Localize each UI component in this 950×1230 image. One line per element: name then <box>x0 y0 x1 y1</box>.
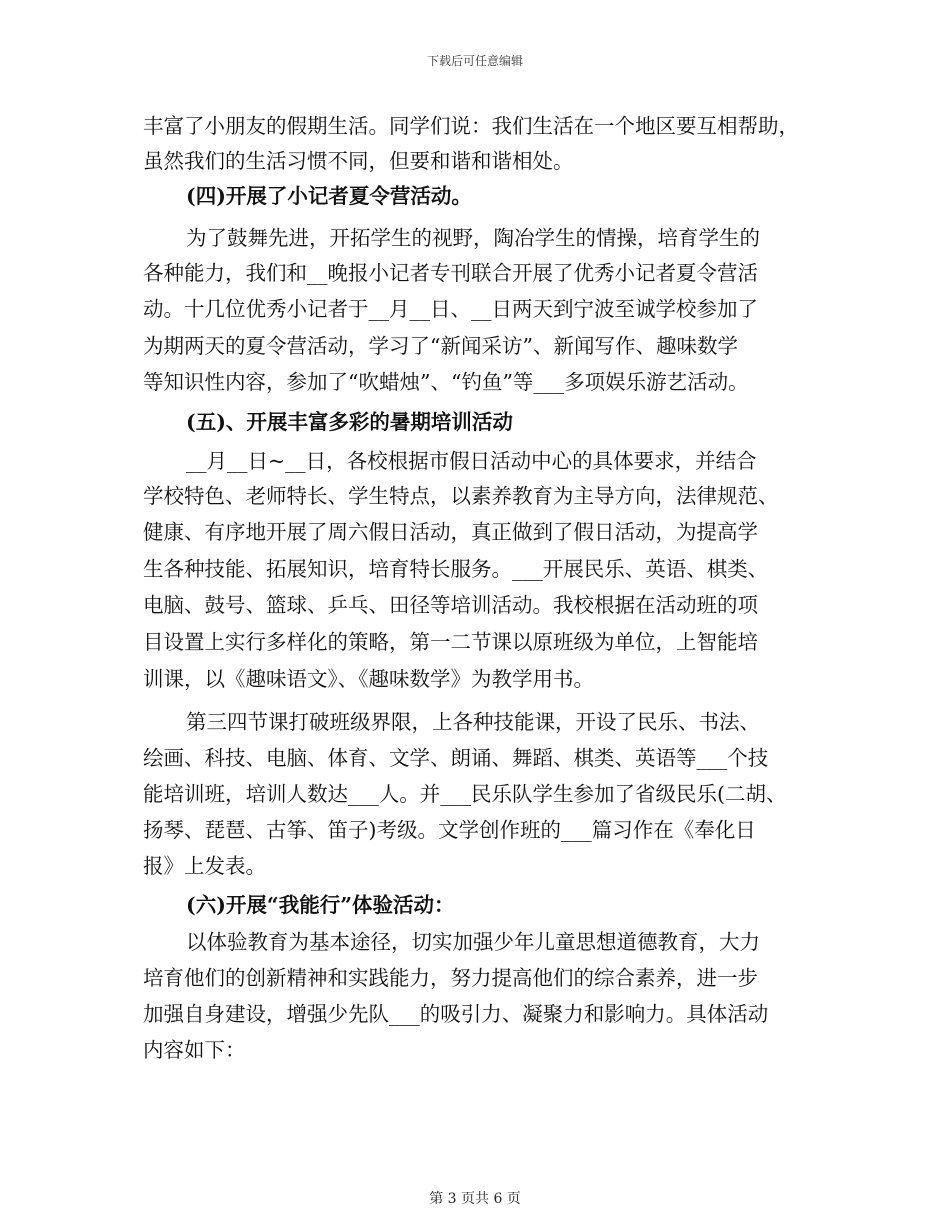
paragraph-line: 虽然我们的生活习惯不同，但要和谐和谐相处。 <box>143 149 574 173</box>
paragraph-line: 以体验教育为基本途径，切实加强少年儿童思想道德教育，大力 <box>186 930 760 954</box>
paragraph-line: 内容如下： <box>143 1038 246 1062</box>
paragraph-line: 能培训班，培训人数达___人。并___民乐队学生参加了省级民乐(二胡、 <box>143 782 787 806</box>
paragraph-line: 丰富了小朋友的假期生活。同学们说：我们生活在一个地区要互相帮助， <box>143 114 799 138</box>
paragraph-line: 各种能力，我们和__晚报小记者专刊联合开展了优秀小记者夏令营活 <box>143 261 758 285</box>
paragraph-line: 绘画、科技、电脑、体育、文学、朗诵、舞蹈、棋类、英语等___个技 <box>143 746 769 770</box>
section-heading-5: (五)、开展丰富多彩的暑期培训活动 <box>186 410 513 434</box>
paragraph-line: 目设置上实行多样化的策略，第一二节课以原班级为单位，上智能培 <box>143 630 758 654</box>
paragraph-line: 培育他们的创新精神和实践能力，努力提高他们的综合素养，进一步 <box>143 966 758 990</box>
page-header: 下载后可任意编辑 <box>426 54 523 68</box>
section-heading-4: (四)开展了小记者夏令营活动。 <box>186 184 472 208</box>
section-heading-6: (六)开展“我能行”体验活动： <box>186 893 455 917</box>
paragraph-line: 等知识性内容，参加了“吹蜡烛”、“钓鱼”等___多项娱乐游艺活动。 <box>143 370 749 394</box>
paragraph-line: 动。十几位优秀小记者于__月__日、__日两天到宁波至诚学校参加了 <box>143 297 758 321</box>
paragraph-line: 加强自身建设，增强少先队___的吸引力、凝聚力和影响力。具体活动 <box>143 1002 769 1026</box>
paragraph-line: 训课，以《趣味语文》、《趣味数学》为教学用书。 <box>143 667 594 691</box>
paragraph-line: 学校特色、老师特长、学生特点，以素养教育为主导方向，法律规范、 <box>143 484 779 508</box>
paragraph-line: 电脑、鼓号、篮球、乒乓、田径等培训活动。我校根据在活动班的项 <box>143 593 758 617</box>
paragraph-line: 扬琴、琵琶、古筝、笛子)考级。文学创作班的___篇习作在《奉化日 <box>143 818 756 842</box>
paragraph-line: 健康、有序地开展了周六假日活动，真正做到了假日活动，为提高学 <box>143 520 758 544</box>
paragraph-line: 为了鼓舞先进，开拓学生的视野，陶冶学生的情操，培育学生的 <box>186 226 760 250</box>
paragraph-line: 第三四节课打破班级界限，上各种技能课，开设了民乐、书法、 <box>186 710 760 734</box>
paragraph-line: 报》上发表。 <box>143 854 266 878</box>
paragraph-line: 为期两天的夏令营活动，学习了“新闻采访”、新闻写作、趣味数学 <box>143 334 738 358</box>
page-footer: 第 3 页共 6 页 <box>429 1191 521 1207</box>
paragraph-line: __月__日~__日，各校根据市假日活动中心的具体要求，并结合 <box>186 449 757 473</box>
paragraph-line: 生各种技能、拓展知识，培育特长服务。___开展民乐、英语、棋类、 <box>143 557 769 581</box>
